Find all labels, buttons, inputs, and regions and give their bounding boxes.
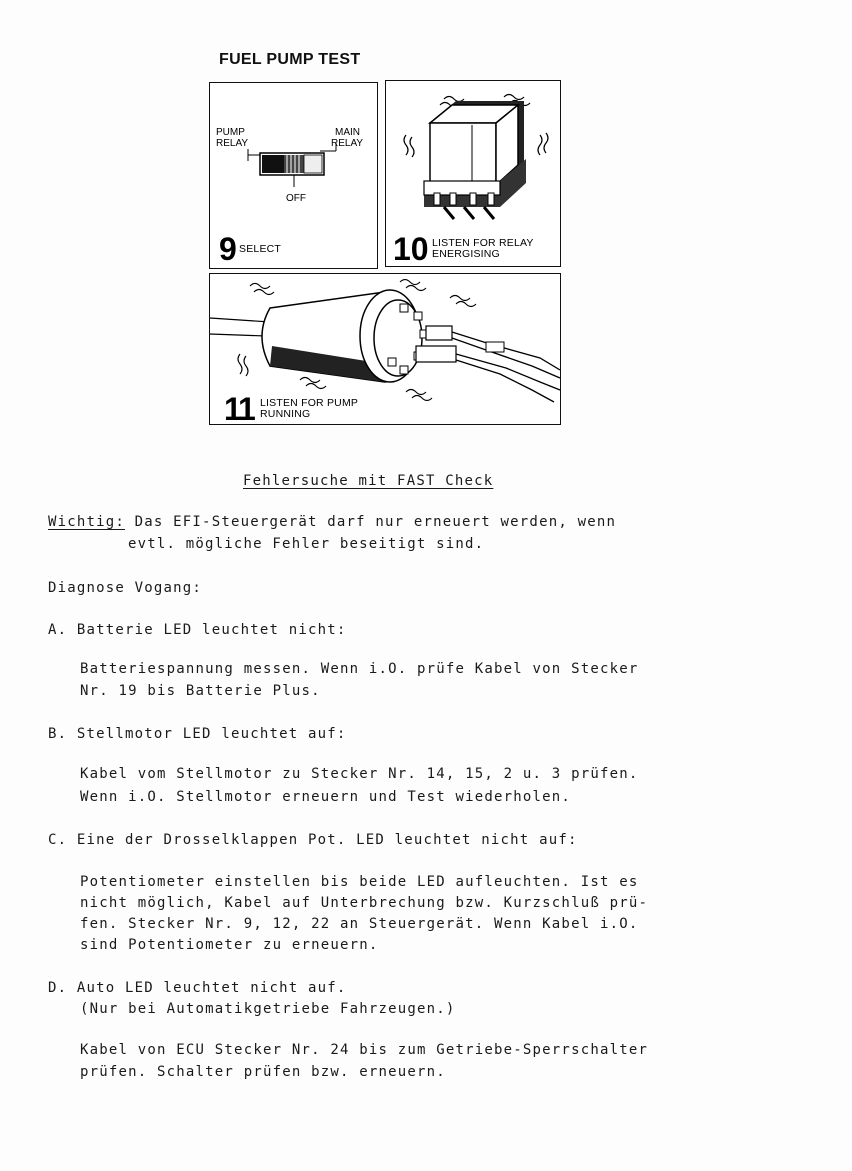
important-label: Wichtig: [48,514,126,530]
item-a-body-1: Batteriespannung messen. Wenn i.O. prüfe Kabel von Stecker [80,661,639,677]
item-c-body-2: nicht möglich, Kabel auf Unterbrechung bzw. Kurzschluß prü- [80,895,649,911]
item-a-body-2: Nr. 19 bis Batterie Plus. [80,683,321,699]
step-10-number: 10 [393,231,429,267]
item-d-title-2: (Nur bei Automatikgetriebe Fahrzeugen.) [80,1001,456,1017]
item-c-body-4: sind Potentiometer zu erneuern. [80,937,379,953]
main-relay-label: MAIN RELAY [331,127,364,149]
step-9-number: 9 [219,231,237,267]
figure-title: FUEL PUMP TEST [219,51,361,68]
item-b-title: B. Stellmotor LED leuchtet auf: [48,726,347,742]
off-label: OFF [286,193,306,204]
panel-step-11 [209,273,561,425]
step-11-caption: LISTEN FOR PUMP RUNNING [260,397,359,420]
item-c-body-1: Potentiometer einstellen bis beide LED aufleuchten. Ist es [80,874,639,890]
selector-switch-icon [240,141,350,191]
diagnose-heading: Diagnose Vogang: [48,580,203,596]
step-10-caption: LISTEN FOR RELAY ENERGISING [432,237,534,260]
panel-step-9 [209,82,378,269]
item-d-title: D. Auto LED leuchtet nicht auf. [48,980,347,996]
item-b-body-1: Kabel vom Stellmotor zu Stecker Nr. 14, 15, 2 u. 3 prüfen. [80,766,639,782]
important-note-line-2: evtl. mögliche Fehler beseitigt sind. [128,536,485,552]
panel-step-10 [385,80,561,267]
step-9-caption: SELECT [239,243,282,255]
step-11-number: 11 [224,391,254,425]
relay-illustration-icon [394,85,554,225]
item-a-title: A. Batterie LED leuchtet nicht: [48,622,347,638]
item-d-body-1: Kabel von ECU Stecker Nr. 24 bis zum Getriebe-Sperrschalter [80,1042,649,1058]
section-heading: Fehlersuche mit FAST Check [243,473,494,489]
item-c-body-3: fen. Stecker Nr. 9, 12, 22 an Steuergerät. Wenn Kabel i.O. [80,916,639,932]
item-c-title: C. Eine der Drosselklappen Pot. LED leuchtet nicht auf: [48,832,578,848]
item-b-body-2: Wenn i.O. Stellmotor erneuern und Test wiederholen. [80,789,572,805]
pump-relay-label: PUMP RELAY [216,127,249,149]
important-text-1: Das EFI-Steuergerät darf nur erneuert werden, wenn [125,514,617,530]
important-note-line-1 [48,514,616,530]
item-d-body-2: prüfen. Schalter prüfen bzw. erneuern. [80,1064,446,1080]
